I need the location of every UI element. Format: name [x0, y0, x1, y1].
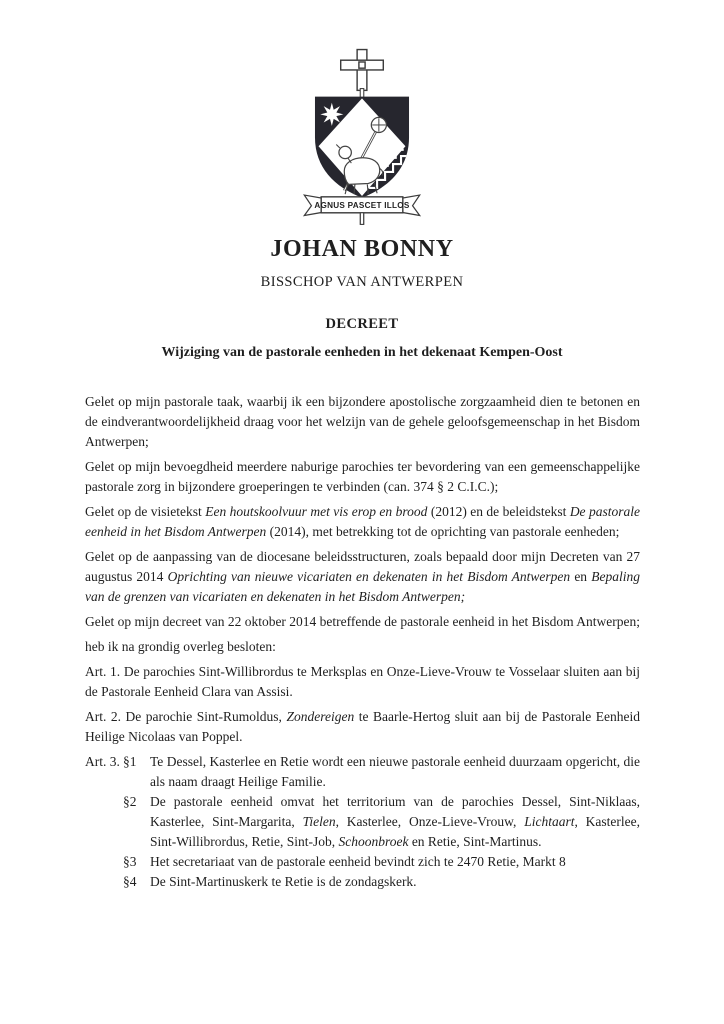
clause-row-4 [123, 872, 640, 892]
clause-text: Te Dessel, Kasterlee en Retie wordt een nieuwe pastorale eenheid duurzaam opgericht, die als naam draagt Heilige Familie. [150, 754, 640, 789]
clause-text: De Sint-Martinuskerk te Retie is de zondagskerk. [150, 874, 417, 889]
episcopal-cross-icon [341, 50, 384, 91]
doc-type-heading: DECREET [325, 316, 399, 332]
crosier-staff-tip [360, 213, 363, 225]
clause-row-1 [123, 752, 640, 792]
clause-number: §2 [123, 794, 137, 809]
coat-of-arms [0, 0, 724, 227]
article-3-label: Art. 3. [85, 754, 120, 769]
article-3-block [85, 752, 640, 892]
paragraph-visietekst: Gelet op de visietekst Een houtskoolvuur met vis erop en brood (2012) en de beleidstekst De pastorale eenheid in het Bisdom Antwerpen (2014), met betrekking tot de oprichting van pastorale eenheden; [85, 504, 640, 539]
coat-of-arms-graphic [291, 46, 433, 227]
decree-body [85, 392, 640, 892]
article-1: Art. 1. De parochies Sint-Willibrordus te Merksplas en Onze-Lieve-Vrouw te Vosselaar sluiten aan bij de Pastorale Eenheid Clara van Assisi. [85, 664, 640, 699]
clause-text: Het secretariaat van de pastorale eenheid bevindt zich te 2470 Retie, Markt 8 [150, 854, 566, 869]
author-name: JOHAN BONNY [270, 236, 454, 262]
eight-pointed-star-icon [320, 103, 343, 126]
paragraph-beleidsstructuren: Gelet op de aanpassing van de diocesane beleidsstructuren, zoals bepaald door mijn Decreten van 27 augustus 2014 Oprichting van nieuwe vicariaten en dekenaten in het Bisdom Antwerpen en Bepaling van de grenzen van vicariaten en dekenaten in het Bisdom Antwerpen; [85, 549, 640, 604]
clause-row-2 [123, 792, 640, 852]
clause-number: §4 [123, 874, 137, 889]
paragraph-besloten: heb ik na grondig overleg besloten: [85, 639, 276, 654]
clause-text: De pastorale eenheid omvat het territorium van de parochies Dessel, Sint-Niklaas, Kasterlee, Sint-Margarita, Tielen, Kasterlee, Onze-Lieve-Vrouw, Lichtaart, Kasterlee, Sint-Willibrordus, Retie, Sint-Job, Schoonbroek en Retie, Sint-Martinus. [150, 794, 641, 849]
motto-text: AGNUS PASCET ILLOS [314, 200, 410, 210]
clause-number: §1 [123, 754, 137, 769]
doc-title: Wijziging van de pastorale eenheden in het dekenaat Kempen-Oost [161, 345, 563, 360]
paragraph-pastorale-taak: Gelet op mijn pastorale taak, waarbij ik een bijzondere apostolische zorgzaamheid dien te betonen en de eindverantwoordelijkheid draag voor het welzijn van de gehele geloofsgemeenschap in het Bisdom Antwerpen; [85, 394, 640, 449]
clause-number: §3 [123, 854, 137, 869]
clause-row-3 [123, 852, 640, 872]
paragraph-bevoegdheid: Gelet op mijn bevoegdheid meerdere naburige parochies ter bevordering van een gemeenschappelijke pastorale zorg in bijzondere groeperingen te verbinden (can. 374 § 2 C.I.C.); [85, 459, 640, 494]
author-title: BISSCHOP VAN ANTWERPEN [260, 274, 464, 290]
article-3-clauses [123, 752, 640, 892]
article-2: Art. 2. De parochie Sint-Rumoldus, Zondereigen te Baarle-Hertog sluit aan bij de Pastorale Eenheid Heilige Nicolaas van Poppel. [85, 709, 640, 744]
paragraph-decreet-2014: Gelet op mijn decreet van 22 oktober 2014 betreffende de pastorale eenheid in het Bisdom Antwerpen; [85, 614, 640, 629]
